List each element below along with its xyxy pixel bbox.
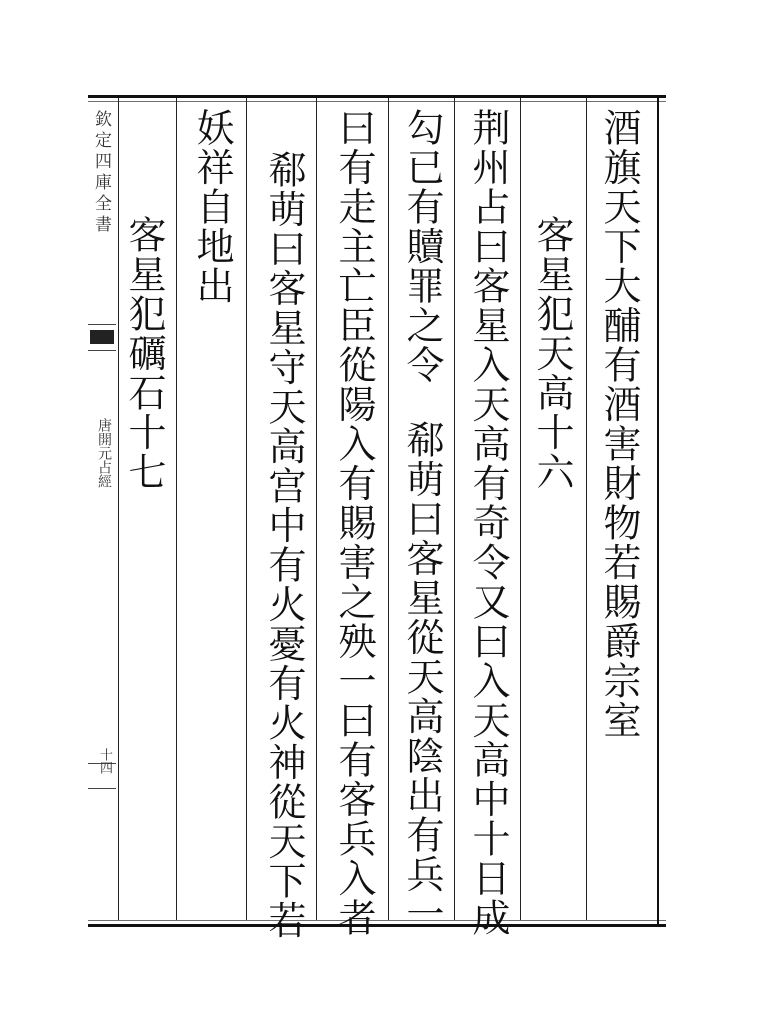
column-divider	[316, 98, 317, 920]
top-border	[88, 95, 666, 98]
column-divider	[176, 98, 177, 920]
text-column-4a: 勾已有贖罪之令	[400, 108, 444, 385]
column-divider	[454, 98, 455, 920]
text-column-4b: 郗萌曰客星從天高陰出有兵一	[400, 420, 444, 934]
text-column-7: 妖祥自地出	[190, 108, 234, 306]
text-column-1: 酒旗天下大酺有酒害財物若賜爵宗室	[597, 108, 641, 740]
column-divider	[118, 98, 119, 920]
text-column-5: 曰有走主亡臣從陽入有賜害之殃一曰有客兵入者	[332, 108, 376, 938]
column-divider	[586, 98, 587, 920]
right-border	[657, 95, 659, 927]
fish-tail-mark-icon	[90, 330, 114, 344]
collection-title: 欽定四庫全書	[91, 110, 111, 236]
column-divider	[246, 98, 247, 920]
bottom-border-inner	[88, 920, 666, 921]
margin-rule	[88, 788, 116, 789]
column-divider	[388, 98, 389, 920]
top-border-inner	[88, 101, 666, 102]
column-divider	[520, 98, 521, 920]
text-column-3: 荆州占曰客星入天高有奇令又曰入天高中十日成	[466, 108, 510, 938]
page-margin-banxin	[88, 98, 118, 920]
bottom-border	[88, 924, 666, 927]
book-title: 唐開元占經	[96, 418, 112, 488]
page-number: 十四	[97, 748, 112, 774]
section-heading-17: 客星犯礪石十七	[122, 215, 166, 492]
text-column-6: 郗萌曰客星守天高宫中有火憂有火神從天下若	[262, 150, 306, 940]
section-heading-16: 客星犯天高十六	[530, 215, 574, 492]
margin-rule	[88, 350, 116, 351]
margin-rule	[88, 324, 116, 325]
